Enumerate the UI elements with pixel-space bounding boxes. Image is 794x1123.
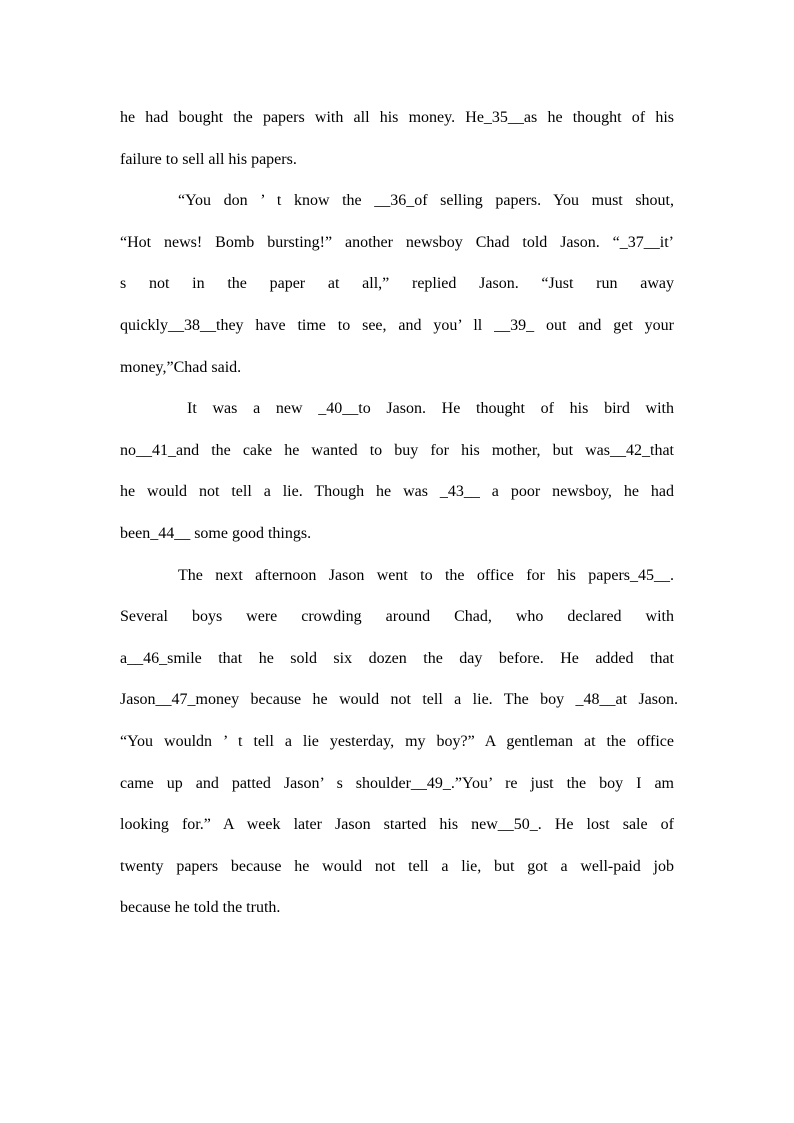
text-line: Several boys were crowding around Chad, who declared with [120,608,674,626]
text-line: money,”Chad said. [120,358,242,376]
text-line: quickly__38__they have time to see, and you’ ll __39_ out and get your [120,316,674,334]
text-line: came up and patted Jason’ s shoulder__49_.”You’ re just the boy I am [120,774,674,792]
text-line: The next afternoon Jason went to the office for his papers_45__. [178,566,674,584]
text-line: no__41_and the cake he wanted to buy for his mother, but was__42_that [120,441,674,459]
text-line: been_44__ some good things. [120,524,312,542]
text-line: “Hot news! Bomb bursting!” another newsboy Chad told Jason. “_37__it’ [120,233,674,251]
text-line: he would not tell a lie. Though he was _43__ a poor newsboy, he had [120,483,674,501]
text-line: It was a new _40__to Jason. He thought of his bird with [187,400,674,418]
text-line: “You don ’ t know the __36_of selling papers. You must shout, [178,192,674,210]
text-line: “You wouldn ’ t tell a lie yesterday, my boy?” A gentleman at the office [120,732,674,750]
text-line: he had bought the papers with all his money. He_35__as he thought of his [120,109,674,126]
passage-text [120,104,678,936]
text-line: s not in the paper at all,” replied Jason. “Just run away [120,275,674,293]
text-line: failure to sell all his papers. [120,150,297,168]
text-line: twenty papers because he would not tell a lie, but got a well-paid job [120,857,674,875]
text-line: looking for.” A week later Jason started his new__50_. He lost sale of [120,816,674,834]
text-line: Jason__47_money because he would not tell a lie. The boy _48__at Jason. [120,691,678,709]
text-line: a__46_smile that he sold six dozen the day before. He added that [120,649,674,667]
text-line: because he told the truth. [120,899,281,917]
